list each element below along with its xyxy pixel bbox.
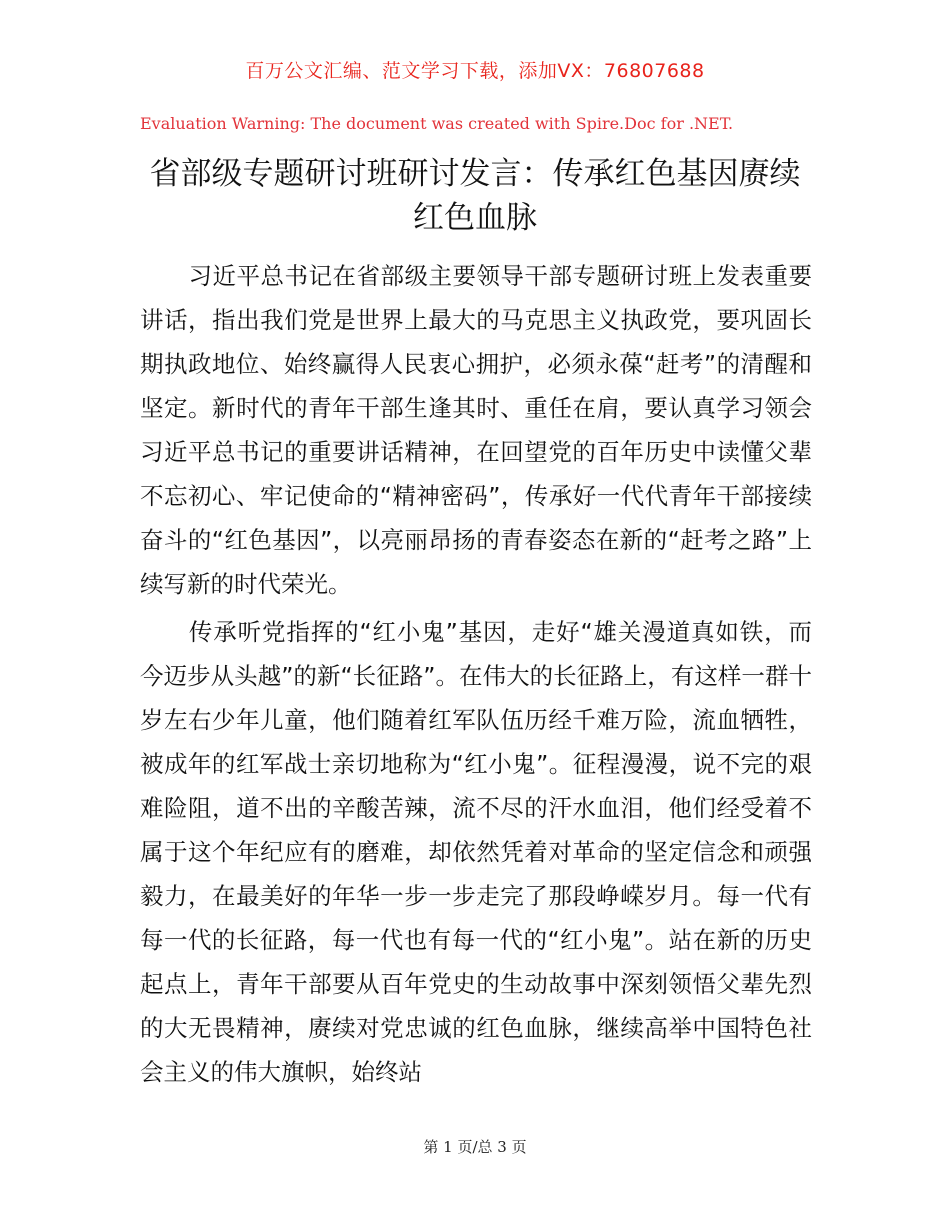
document-title: 省部级专题研讨班研讨发言：传承红色基因赓续红色血脉 — [149, 156, 801, 236]
evaluation-warning: Evaluation Warning: The document was created with Spire.Doc for .NET. — [140, 114, 734, 133]
paragraph-text: 习近平总书记在省部级主要领导干部专题研讨班上发表重要讲话，指出我们党是世界上最大的马克思主义执政党，要巩固长期执政地位、始终赢得人民衷心拥护，必须永葆“赶考”的清醒和坚定。新时代的青年干部生逢其时、重任在肩，要认真学习领会习近平总书记的重要讲话精神，在回望党的百年历史中读懂父辈不忘初心、牢记使命的“精神密码”，传承好一代代青年干部接续奋斗的“红色基因”，以亮丽昂扬的青春姿态在新的“赶考之路”上续写新的时代荣光。 — [140, 262, 812, 598]
page-number-footer: 第 1 页/总 3 页 — [423, 1138, 527, 1156]
body-paragraph — [140, 254, 812, 606]
promo-banner: 百万公文汇编、范文学习下载，添加VX：76807688 — [245, 60, 705, 82]
paragraph-text: 传承听党指挥的“红小鬼”基因，走好“雄关漫道真如铁，而今迈步从头越”的新“长征路”。在伟大的长征路上，有这样一群十岁左右少年儿童，他们随着红军队伍历经千难万险，流血牺牲，被成年的红军战士亲切地称为“红小鬼”。征程漫漫，说不完的艰难险阻，道不出的辛酸苦辣，流不尽的汗水血泪，他们经受着不属于这个年纪应有的磨难，却依然凭着对革命的坚定信念和顽强毅力，在最美好的年华一步一步走完了那段峥嵘岁月。每一代有每一代的长征路，每一代也有每一代的“红小鬼”。站在新的历史起点上，青年干部要从百年党史的生动故事中深刻领悟父辈先烈的大无畏精神，赓续对党忠诚的红色血脉，继续高举中国特色社会主义的伟大旗帜，始终站 — [140, 618, 812, 1086]
body-paragraph — [140, 610, 812, 1094]
